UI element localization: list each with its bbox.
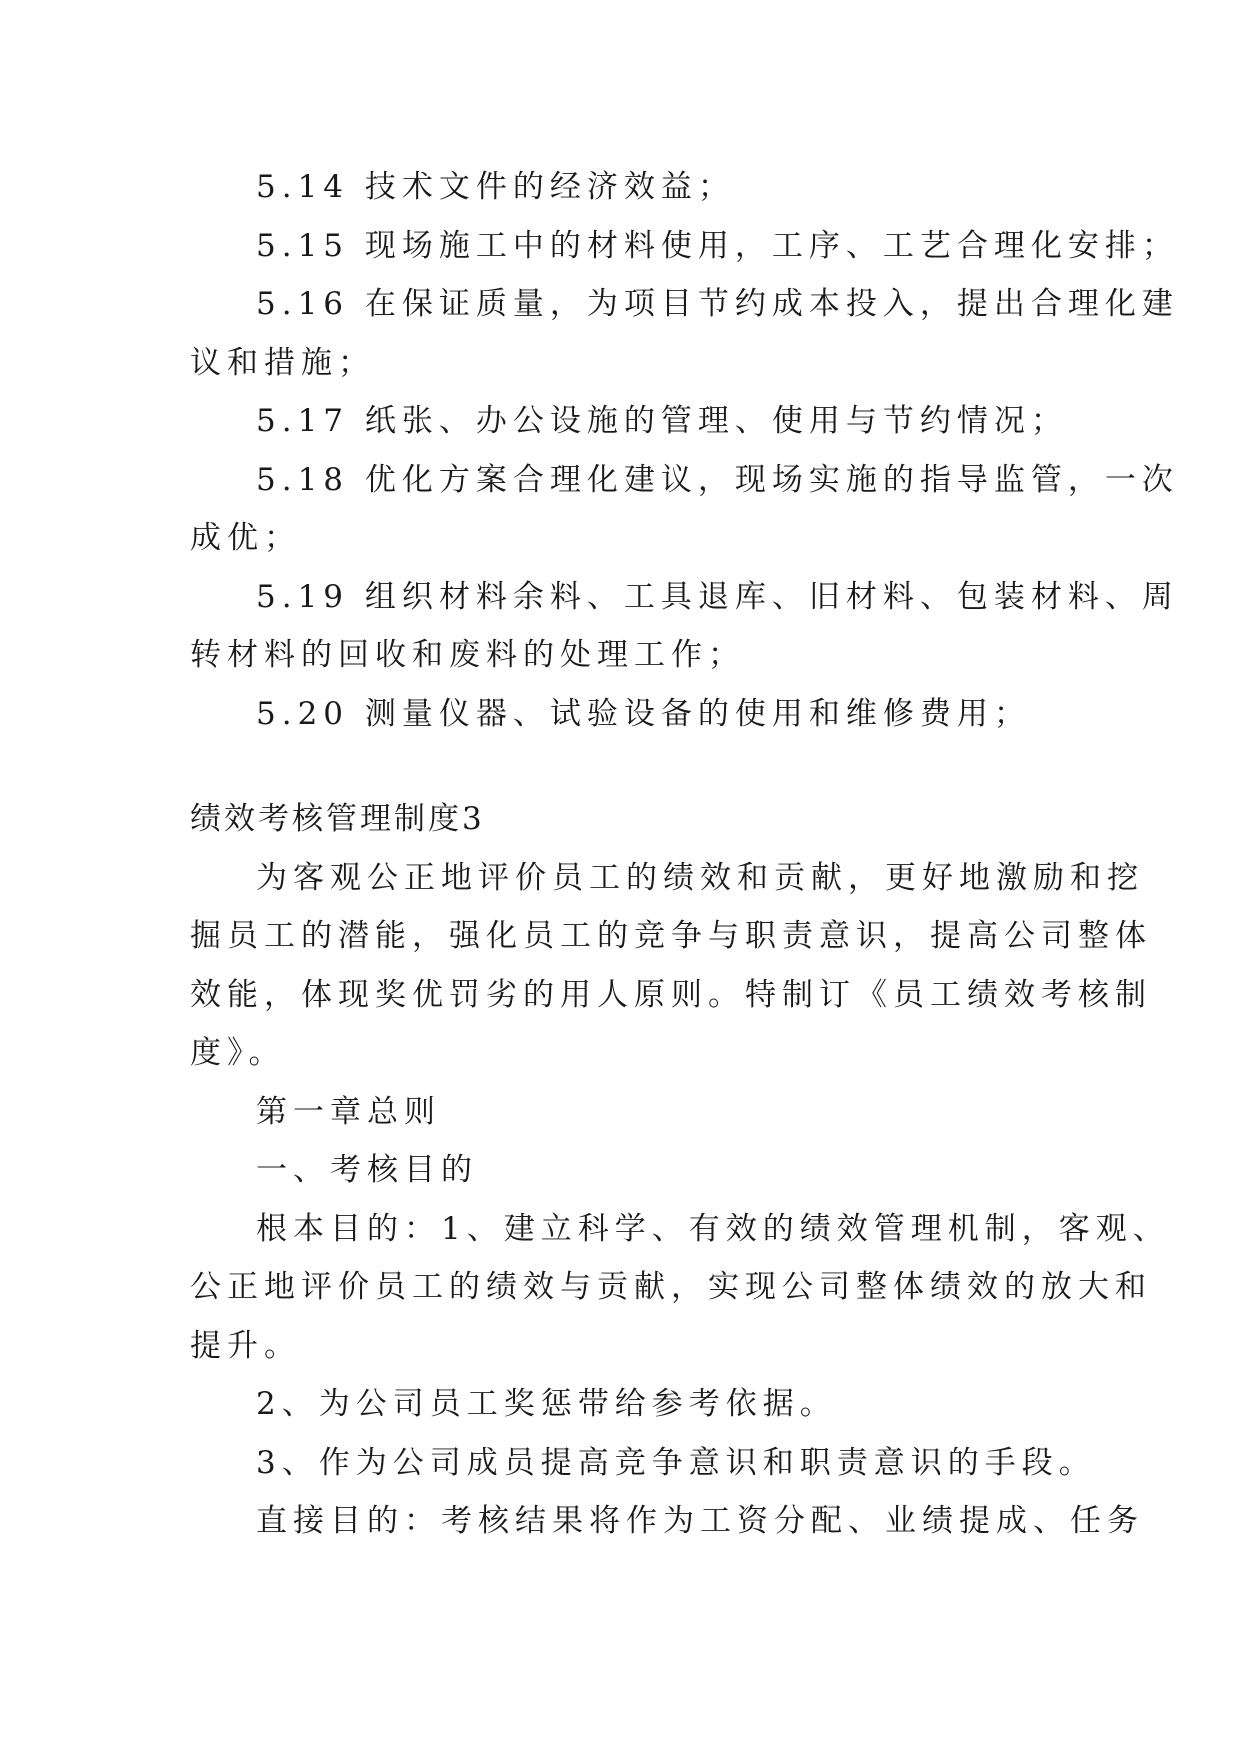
intro-line-1: 为客观公正地评价员工的绩效和贡献，更好地激励和挖: [256, 859, 1144, 896]
document-body: [190, 158, 1179, 1551]
point-3: 3、作为公司成员提高竞争意识和职责意识的手段。: [256, 1444, 1096, 1481]
intro-line-2: 掘员工的潜能，强化员工的竞争与职责意识，提高公司整体: [190, 918, 1152, 954]
chapter-title: 第一章总则: [256, 1093, 441, 1130]
item-5-19-line-2: 转材料的回收和废料的处理工作；: [190, 637, 745, 673]
item-5-16-line-1: 5.16 在保证质量，为项目节约成本投入，提出合理化建: [256, 286, 1179, 322]
item-5-20-line-1: 5.20 测量仪器、试验设备的使用和维修费用；: [256, 695, 1031, 732]
intro-line-3: 效能，体现奖优罚劣的用人原则。特制订《员工绩效考核制: [190, 976, 1152, 1013]
item-5-16-line-2: 议和措施；: [190, 344, 375, 381]
item-5-19-line-1: 5.19 组织材料余料、工具退库、旧材料、包装材料、周: [256, 578, 1179, 615]
item-5-14-line-1: 5.14 技术文件的经济效益；: [256, 169, 735, 205]
item-5-17-line-1: 5.17 纸张、办公设施的管理、使用与节约情况；: [256, 403, 1068, 439]
item-5-18-line-1: 5.18 优化方案合理化建议，现场实施的指导监管，一次: [256, 461, 1179, 498]
item-5-18-line-2: 成优；: [190, 520, 301, 556]
purpose-line-2: 公正地评价员工的绩效与贡献，实现公司整体绩效的放大和: [190, 1269, 1152, 1305]
subsection-title: 一、考核目的: [256, 1152, 478, 1188]
direct-purpose-line: 直接目的：考核结果将作为工资分配、业绩提成、任务: [256, 1503, 1144, 1539]
intro-line-4: 度》。: [190, 1035, 286, 1071]
section-title: 绩效考核管理制度3: [190, 801, 485, 837]
purpose-line-3: 提升。: [190, 1327, 301, 1364]
purpose-line-1: 根本目的：1、建立科学、有效的绩效管理机制，客观、: [256, 1210, 1170, 1247]
section-gap: [190, 743, 1050, 790]
item-5-15-line-1: 5.15 现场施工中的材料使用，工序、工艺合理化安排；: [256, 227, 1179, 264]
point-2: 2、为公司员工奖惩带给参考依据。: [256, 1386, 837, 1422]
